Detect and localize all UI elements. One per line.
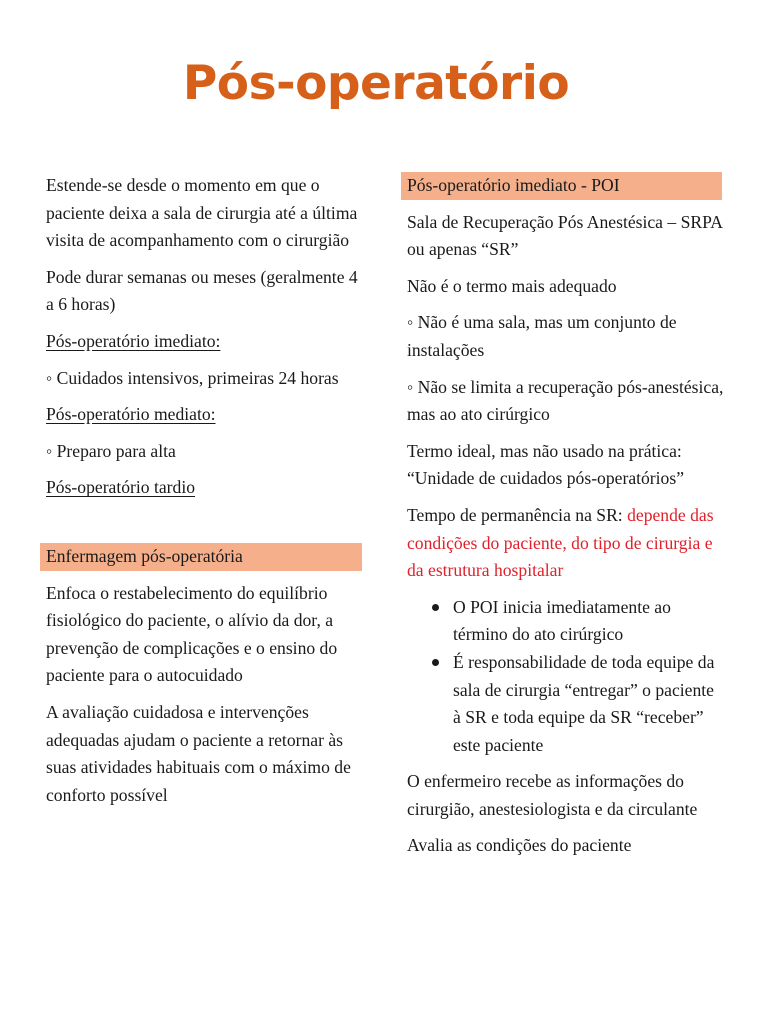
page-title: Pós-operatório <box>182 56 570 111</box>
poi-detail: ◦ Cuidados intensivos, primeiras 24 horas <box>46 367 339 388</box>
heading-mediato: Pós-operatório mediato: <box>46 404 216 425</box>
section-header-poi: Pós-operatório imediato - POI <box>401 172 722 200</box>
permanencia-paragraph <box>407 502 725 585</box>
permanencia-label: Tempo de permanência na SR: <box>407 504 623 525</box>
list-item: O POI inicia imediatamente ao término do ato cirúrgico <box>453 594 725 649</box>
section-header-enfermagem: Enfermagem pós-operatória <box>40 543 362 571</box>
spacer <box>46 511 364 543</box>
mediato-detail: ◦ Preparo para alta <box>46 440 176 461</box>
bullet-list <box>407 594 725 760</box>
termo-paragraph: Não é o termo mais adequado <box>407 275 617 296</box>
intro-paragraph: Estende-se desde o momento em que o paciente deixa a sala de cirurgia até a última visita de acompanhamento com o cirurgião <box>46 175 358 251</box>
enfermagem-paragraph: Enfoca o restabelecimento do equilíbrio fisiológico do paciente, o alívio da dor, a prevenção de complicações e o ensino do paciente para o autocuidado <box>46 582 338 686</box>
right-column <box>407 172 725 869</box>
avalia-paragraph: Avalia as condições do paciente <box>407 835 632 856</box>
permanencia-emphasis: depende das condições do paciente, do tipo de cirurgia e da estrutura hospitalar <box>407 504 714 581</box>
list-item: É responsabilidade de toda equipe da sala de cirurgia “entregar” o paciente à SR e toda equipe da SR “receber” este paciente <box>453 649 725 759</box>
heading-poi: Pós-operatório imediato: <box>46 330 221 351</box>
srpa-paragraph: Sala de Recuperação Pós Anestésica – SRPA ou apenas “SR” <box>407 211 723 260</box>
avaliacao-paragraph: A avaliação cuidadosa e intervenções adequadas ajudam o paciente a retornar às suas atividades habituais com o máximo de conforto possível <box>46 701 351 805</box>
enfermeiro-paragraph: O enfermeiro recebe as informações do cirurgião, anestesiologista e da circulante <box>407 771 698 819</box>
instalacoes-paragraph: ◦ Não é uma sala, mas um conjunto de instalações <box>407 312 677 360</box>
left-column <box>46 172 364 818</box>
termo-ideal-paragraph: Termo ideal, mas não usado na prática: “Unidade de cuidados pós-operatórios” <box>407 440 685 489</box>
heading-tardio: Pós-operatório tardio <box>46 477 196 498</box>
recuperacao-paragraph: ◦ Não se limita a recuperação pós-anestésica, mas ao ato cirúrgico <box>407 376 724 425</box>
duration-paragraph: Pode durar semanas ou meses (geralmente 4 a 6 horas) <box>46 266 358 315</box>
